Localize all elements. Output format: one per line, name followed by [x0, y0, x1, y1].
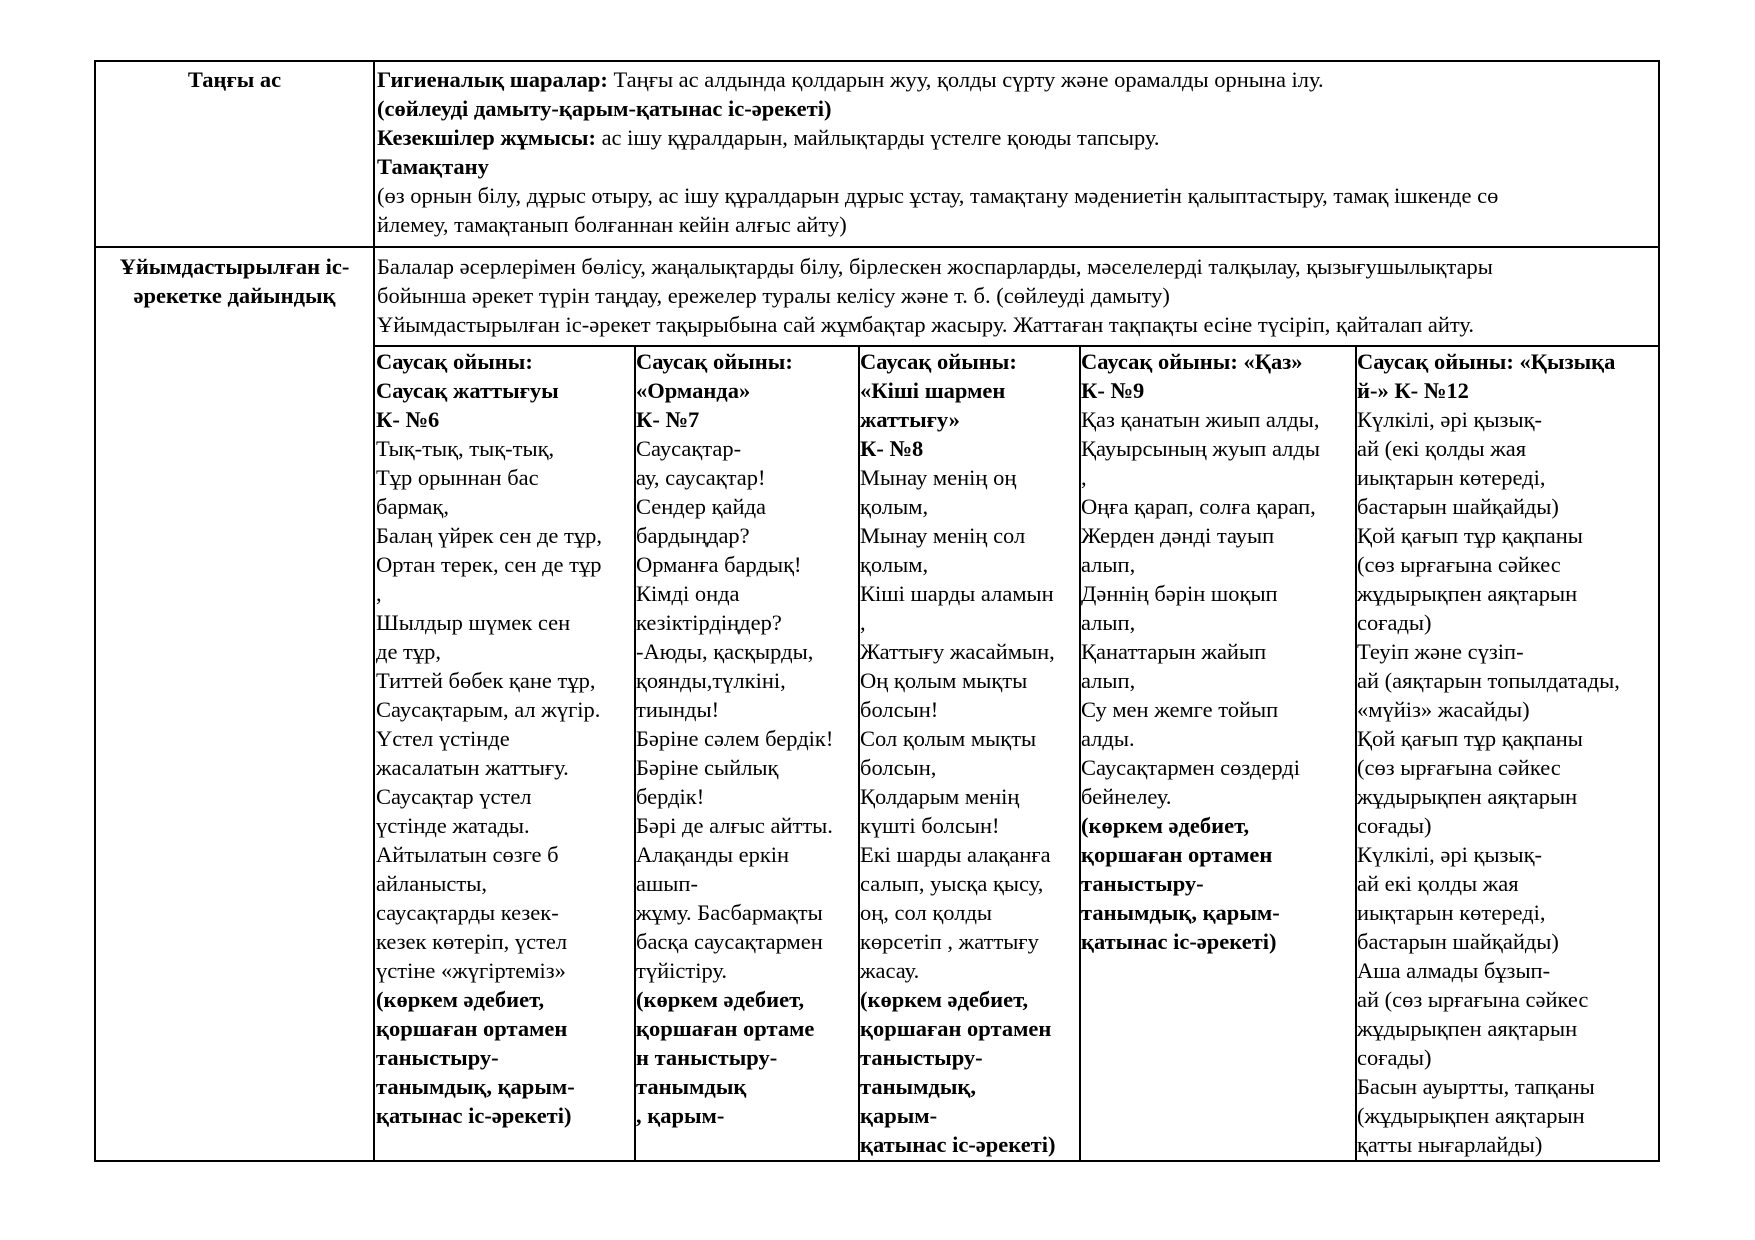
game-line: Оң қолым мықты — [860, 668, 1028, 693]
game-line: Саусақ ойыны: «Қаз» — [1081, 349, 1303, 374]
game-line: Оңға қарап, солға қарап, — [1081, 494, 1316, 519]
game-line: қолым, — [860, 494, 929, 519]
game-line: қарым- — [860, 1103, 938, 1128]
game-line: соғады) — [1357, 1045, 1432, 1070]
game-line: таныстыру- — [376, 1045, 499, 1070]
preparation-label-line-2: әрекетке дайындық — [133, 283, 336, 308]
game-line: , — [376, 581, 382, 606]
game-line: Сендер қайда — [636, 494, 767, 519]
eating-text-2: йлемеу, тамақтанып болғаннан кейін алғыс айту) — [377, 212, 847, 237]
game-line: жұдырықпен аяқтарын — [1357, 1016, 1578, 1041]
game-line: Қой қағып тұр қақпаны — [1357, 523, 1583, 548]
game-line: де тұр, — [376, 639, 442, 664]
game-line: алып, — [1081, 552, 1136, 577]
game-line: қатты нығарлайды) — [1357, 1132, 1543, 1157]
game-line: бардыңдар? — [636, 523, 750, 548]
game-line: Қаз қанатын жиып алды, — [1081, 407, 1320, 432]
game-line: Саусақ ойыны: — [860, 349, 1017, 374]
game-line: Тық-тық, тық-тық, — [376, 436, 555, 461]
game-line: Мынау менің сол — [860, 523, 1026, 548]
game-line: Су мен жемге тойып — [1081, 697, 1279, 722]
game-line: -Аюды, қасқырды, — [636, 639, 814, 664]
game-line: Дәннің бәрін шоқып — [1081, 581, 1278, 606]
game-line: Саусақ ойыны: «Қызықа — [1357, 349, 1616, 374]
row-divider-1 — [94, 246, 1660, 248]
game-line: жаттығу» — [860, 407, 960, 432]
game-line: таныстыру- — [1081, 871, 1204, 896]
game-line: бердік! — [636, 784, 705, 809]
game-line: қоршаған ортамен — [376, 1016, 568, 1041]
preparation-label — [96, 252, 373, 310]
game-line: қоршаған ортаме — [636, 1016, 815, 1041]
game-line: й-» К- №12 — [1357, 378, 1469, 403]
eating-text-1: (өз орнын білу, дұрыс отыру, ас ішу құралдарын дұрыс ұстау, тамақтану мәдениетін қалыптастыру, тамақ ішкенде сө — [377, 183, 1499, 208]
eating-heading: Тамақтану — [377, 154, 489, 179]
game-line: кезіктірдіңдер? — [636, 610, 782, 635]
game-line: Күлкілі, әрі қызық- — [1357, 407, 1542, 432]
game-line: иықтарын көтереді, — [1357, 900, 1546, 925]
game-line: Орманға бардық! — [636, 552, 802, 577]
game-line: Кімді онда — [636, 581, 740, 606]
game-line: Титтей бөбек қане тұр, — [376, 668, 596, 693]
game-line: Саусақ ойыны: — [376, 349, 533, 374]
game-line: Бәріне сәлем бердік! — [636, 726, 834, 751]
game-line: басқа саусақтармен — [636, 929, 823, 954]
game-line: бейнелеу. — [1081, 784, 1172, 809]
game-line: Бәріне сыйлық — [636, 755, 779, 780]
game-line: Кіші шарды аламын — [860, 581, 1054, 606]
breakfast-label — [96, 65, 373, 94]
game-line: танымдық, қарым- — [376, 1074, 575, 1099]
game-line: танымдық — [636, 1074, 747, 1099]
game-line: Күлкілі, әрі қызық- — [1357, 842, 1542, 867]
game-line: Қанаттарын жайып — [1081, 639, 1267, 664]
game-line: «Кіші шармен — [860, 378, 1006, 403]
breakfast-line-4 — [377, 152, 1657, 181]
game-line: (көркем әдебиет, — [1081, 813, 1250, 838]
game-line: үстіне «жүгіртеміз» — [376, 958, 566, 983]
game-line: алды. — [1081, 726, 1135, 751]
table-border-right — [1658, 60, 1660, 1162]
game-line: танымдық, қарым- — [1081, 900, 1280, 925]
game-line: ау, саусақтар! — [636, 465, 766, 490]
game-line: ай екі қолды жая — [1357, 871, 1519, 896]
game-line: Саусақтарым, ал жүгір. — [376, 697, 601, 722]
game-line: Айтылатын сөзге б — [376, 842, 559, 867]
game-line: қоршаған ортамен — [1081, 842, 1273, 867]
game-line: К- №7 — [636, 407, 700, 432]
game-line: (жұдырықпен аяқтарын — [1357, 1103, 1585, 1128]
game-line: үстінде жатады. — [376, 813, 530, 838]
game-line: «мүйіз» жасайды) — [1357, 697, 1530, 722]
game-line: ашып- — [636, 871, 698, 896]
game-line: Шылдыр шүмек сен — [376, 610, 571, 635]
game-line: Тұр орыннан бас — [376, 465, 539, 490]
game-line: Жерден дәнді тауып — [1081, 523, 1275, 548]
game-line: Екі шарды алақанға — [860, 842, 1051, 867]
game-line: айланысты, — [376, 871, 487, 896]
finger-game-6 — [376, 347, 634, 1130]
table-border-bottom — [94, 1160, 1660, 1162]
game-line: «Орманда» — [636, 378, 751, 403]
game-line: , қарым- — [636, 1103, 725, 1128]
game-line: салып, уысқа қысу, — [860, 871, 1044, 896]
game-line: Жаттығу жасаймын, — [860, 639, 1055, 664]
game-line: Үстел үстінде — [376, 726, 510, 751]
game-line: түйістіру. — [636, 958, 728, 983]
game-line: жасау. — [860, 958, 920, 983]
game-line: Саусақтармен сөздерді — [1081, 755, 1300, 780]
game-line: саусақтарды кезек- — [376, 900, 559, 925]
game-line: Бәрі де алғыс айтты. — [636, 813, 833, 838]
game-line: Қауырсының жуып алды — [1081, 436, 1320, 461]
speech-development-note: (сөйлеуді дамыту-қарым-қатынас іс-әрекеті) — [377, 96, 832, 121]
game-line: алып, — [1081, 668, 1136, 693]
game-line: (көркем әдебиет, — [636, 987, 805, 1012]
preparation-content — [377, 252, 1657, 339]
game-line: болсын! — [860, 697, 939, 722]
game-line: ай (сөз ырғағына сәйкес — [1357, 987, 1589, 1012]
game-line: қоянды,түлкіні, — [636, 668, 786, 693]
game-line: Мынау менің оң — [860, 465, 1017, 490]
game-line: (көркем әдебиет, — [376, 987, 545, 1012]
game-line: К- №8 — [860, 436, 924, 461]
game-line: н таныстыру- — [636, 1045, 778, 1070]
game-line: бармақ, — [376, 494, 449, 519]
game-line: таныстыру- — [860, 1045, 983, 1070]
game-line: Аша алмады бұзып- — [1357, 958, 1551, 983]
game-line: Саусақ жаттығуы — [376, 378, 559, 403]
game-line: болсын, — [860, 755, 937, 780]
preparation-line-2: бойынша әрекет түрін таңдау, ережелер туралы келісу және т. б. (сөйлеуді дамыту) — [377, 283, 1170, 308]
finger-game-12 — [1357, 347, 1658, 1159]
game-line: кезек көтеріп, үстел — [376, 929, 568, 954]
game-line: соғады) — [1357, 610, 1432, 635]
game-line: жұдырықпен аяқтарын — [1357, 784, 1578, 809]
game-line: тиынды! — [636, 697, 720, 722]
hygiene-text: Таңғы ас алдында қолдарын жуу, қолды сүрту және орамалды орнына ілу. — [607, 67, 1324, 92]
game-line: Саусақтар үстел — [376, 784, 532, 809]
game-line: алып, — [1081, 610, 1136, 635]
breakfast-line-1 — [377, 65, 1657, 94]
table-border-top — [94, 60, 1660, 62]
breakfast-line-5 — [377, 181, 1657, 210]
game-line: қоршаған ортамен — [860, 1016, 1052, 1041]
game-line: Қой қағып тұр қақпаны — [1357, 726, 1583, 751]
game-line: қолым, — [860, 552, 929, 577]
game-line: Алақанды еркін — [636, 842, 790, 867]
game-line: көрсетіп , жаттығу — [860, 929, 1039, 954]
duty-heading: Кезекшілер жұмысы: — [377, 125, 596, 150]
game-line: Басын ауыртты, тапқаны — [1357, 1074, 1595, 1099]
game-line: танымдық, — [860, 1074, 976, 1099]
game-line: соғады) — [1357, 813, 1432, 838]
game-line: бастарын шайқайды) — [1357, 929, 1559, 954]
game-line: иықтарын көтереді, — [1357, 465, 1546, 490]
table-border-left — [94, 60, 96, 1162]
breakfast-label-text: Таңғы ас — [187, 67, 282, 92]
game-line: К- №9 — [1081, 378, 1145, 403]
finger-game-8 — [860, 347, 1079, 1159]
game-line: қатынас іс-әрекеті) — [376, 1103, 572, 1128]
game-line: Саусақтар- — [636, 436, 742, 461]
game-line: ай (екі қолды жая — [1357, 436, 1527, 461]
game-line: (көркем әдебиет, — [860, 987, 1029, 1012]
game-line: қатынас іс-әрекеті) — [1081, 929, 1277, 954]
preparation-line-3: Ұйымдастырылған іс-әрекет тақырыбына сай жұмбақтар жасыру. Жаттаған тақпақты есіне түсіріп, қайталап айту. — [377, 312, 1475, 337]
label-column-divider — [373, 60, 375, 1162]
preparation-label-line-1: Ұйымдастырылған іс- — [119, 254, 350, 279]
game-line: Ортан терек, сен де тұр — [376, 552, 602, 577]
game-line: Сол қолым мықты — [860, 726, 1037, 751]
game-line: , — [1081, 465, 1087, 490]
game-line: Қолдарым менің — [860, 784, 1020, 809]
breakfast-line-6 — [377, 210, 1657, 239]
game-line: (сөз ырғағына сәйкес — [1357, 552, 1561, 577]
game-line: жұдырықпен аяқтарын — [1357, 581, 1578, 606]
finger-game-9 — [1081, 347, 1355, 956]
game-line: Теуіп және сүзіп- — [1357, 639, 1524, 664]
game-line: жасалатын жаттығу. — [376, 755, 569, 780]
game-line: жұму. Басбармақты — [636, 900, 823, 925]
game-line: , — [860, 610, 866, 635]
game-line: Саусақ ойыны: — [636, 349, 793, 374]
game-line: қатынас іс-әрекеті) — [860, 1132, 1056, 1157]
hygiene-heading: Гигиеналық шаралар: — [377, 67, 608, 92]
breakfast-line-3 — [377, 123, 1657, 152]
game-line: оң, сол қолды — [860, 900, 993, 925]
duty-text: ас ішу құралдарын, майлықтарды үстелге қоюды тапсыру. — [595, 125, 1160, 150]
game-line: күшті болсын! — [860, 813, 1000, 838]
game-line: К- №6 — [376, 407, 440, 432]
game-line: (сөз ырғағына сәйкес — [1357, 755, 1561, 780]
preparation-line-1: Балалар әсерлерімен бөлісу, жаңалықтарды білу, бірлескен жоспарларды, мәселелерді талқылау, қызығушылықтары — [377, 254, 1493, 279]
game-line: ай (аяқтарын топылдатады, — [1357, 668, 1620, 693]
game-line: Балаң үйрек сен де тұр, — [376, 523, 602, 548]
breakfast-content — [377, 65, 1657, 239]
game-line: бастарын шайқайды) — [1357, 494, 1559, 519]
breakfast-line-2 — [377, 94, 1657, 123]
finger-game-7 — [636, 347, 858, 1130]
